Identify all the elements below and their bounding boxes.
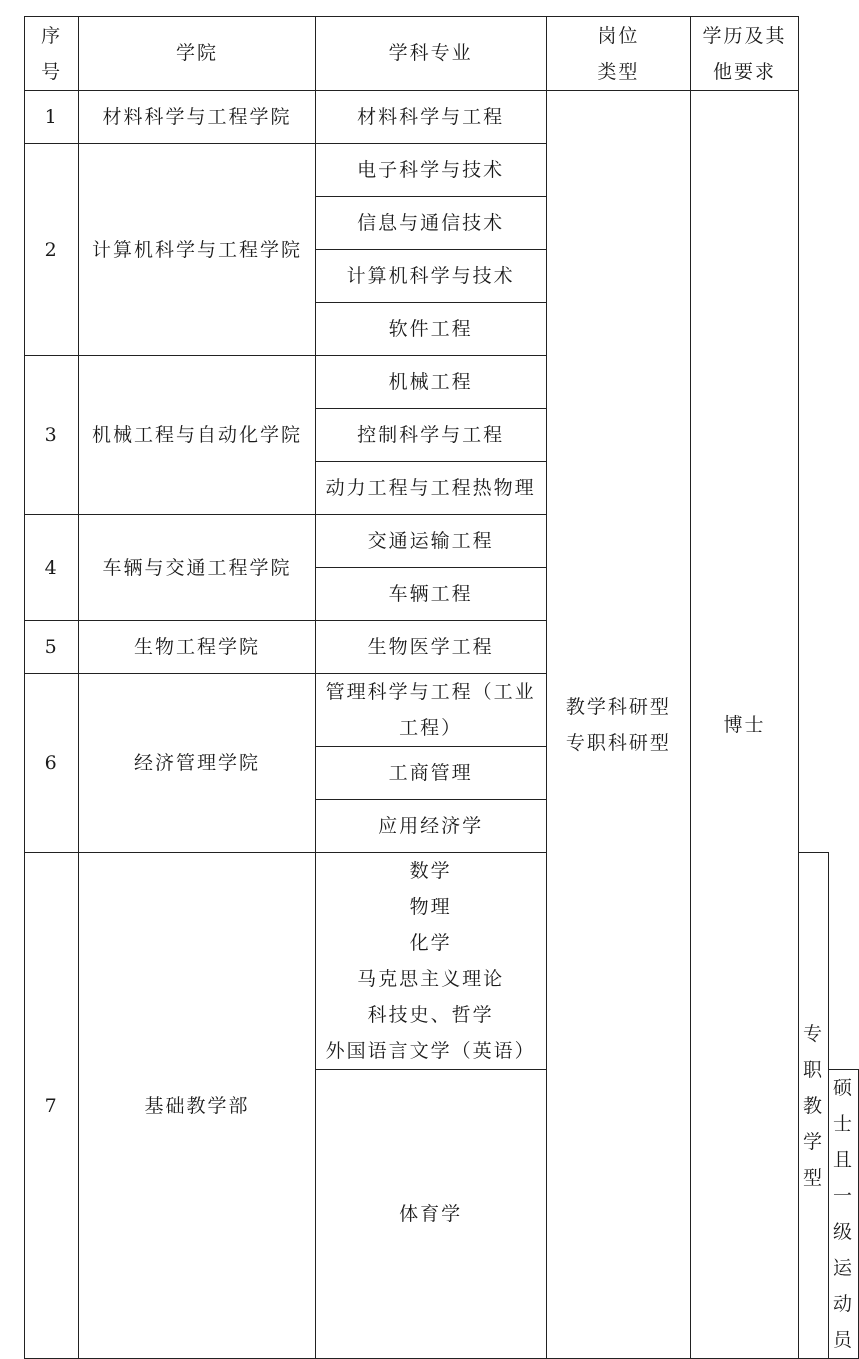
row-number: 2 (25, 144, 79, 356)
college-name: 材料科学与工程学院 (79, 91, 315, 144)
row-number: 7 (25, 853, 79, 1359)
major-item: 化学 (409, 932, 452, 954)
major-cell: 计算机科学与技术 (315, 250, 546, 303)
header-seq (25, 17, 79, 91)
row-number: 4 (25, 515, 79, 621)
major-cell: 生物医学工程 (315, 621, 546, 674)
header-position (546, 17, 690, 91)
table-row (25, 91, 859, 144)
college-name: 计算机科学与工程学院 (79, 144, 315, 356)
major-item: 物理 (409, 896, 452, 918)
header-seq-line-2: 号 (41, 60, 63, 83)
header-seq-line-1: 序 (41, 24, 63, 47)
position-type-line-1: 教学科研型 (565, 695, 671, 718)
header-requirement (691, 17, 799, 91)
position-type-teaching: 专职教学型 (798, 853, 828, 1359)
recruitment-table-container (24, 16, 859, 1359)
major-item: 数学 (409, 860, 452, 882)
college-name: 车辆与交通工程学院 (79, 515, 315, 621)
position-type-line-2: 专职科研型 (565, 731, 671, 754)
header-college: 学院 (79, 17, 315, 91)
header-row (25, 17, 859, 91)
major-cell: 动力工程与工程热物理 (315, 462, 546, 515)
requirement-athlete (828, 1070, 858, 1359)
row-number: 5 (25, 621, 79, 674)
header-position-line-2: 类型 (597, 60, 640, 83)
major-item: 马克思主义理论 (357, 968, 505, 990)
requirement-line-1: 硕士且一 (832, 1077, 854, 1207)
row-number: 3 (25, 356, 79, 515)
recruitment-table (24, 16, 859, 1359)
requirement-line-2: 级运动员 (832, 1221, 854, 1351)
major-cell: 软件工程 (315, 303, 546, 356)
college-name: 生物工程学院 (79, 621, 315, 674)
major-cell: 控制科学与工程 (315, 409, 546, 462)
college-name: 经济管理学院 (79, 674, 315, 853)
header-position-line-1: 岗位 (597, 24, 640, 47)
major-cell: 管理科学与工程（工业工程） (315, 674, 546, 747)
college-name: 机械工程与自动化学院 (79, 356, 315, 515)
header-requirement-line-2: 他要求 (713, 60, 777, 83)
major-cell: 电子科学与技术 (315, 144, 546, 197)
major-cell: 工商管理 (315, 747, 546, 800)
major-cell: 机械工程 (315, 356, 546, 409)
major-cell: 应用经济学 (315, 800, 546, 853)
major-cell: 交通运输工程 (315, 515, 546, 568)
major-cell: 车辆工程 (315, 568, 546, 621)
requirement-phd: 博士 (691, 91, 799, 1359)
major-cell: 体育学 (315, 1070, 546, 1359)
major-cell: 材料科学与工程 (315, 91, 546, 144)
major-item: 外国语言文学（英语） (325, 1040, 536, 1062)
major-item: 科技史、哲学 (367, 1004, 494, 1026)
row-number: 1 (25, 91, 79, 144)
header-requirement-line-1: 学历及其 (702, 24, 787, 47)
major-cell: 信息与通信技术 (315, 197, 546, 250)
college-name: 基础教学部 (79, 853, 315, 1359)
major-cell-group (315, 853, 546, 1070)
row-number: 6 (25, 674, 79, 853)
header-major: 学科专业 (315, 17, 546, 91)
position-type-research (546, 91, 690, 1359)
